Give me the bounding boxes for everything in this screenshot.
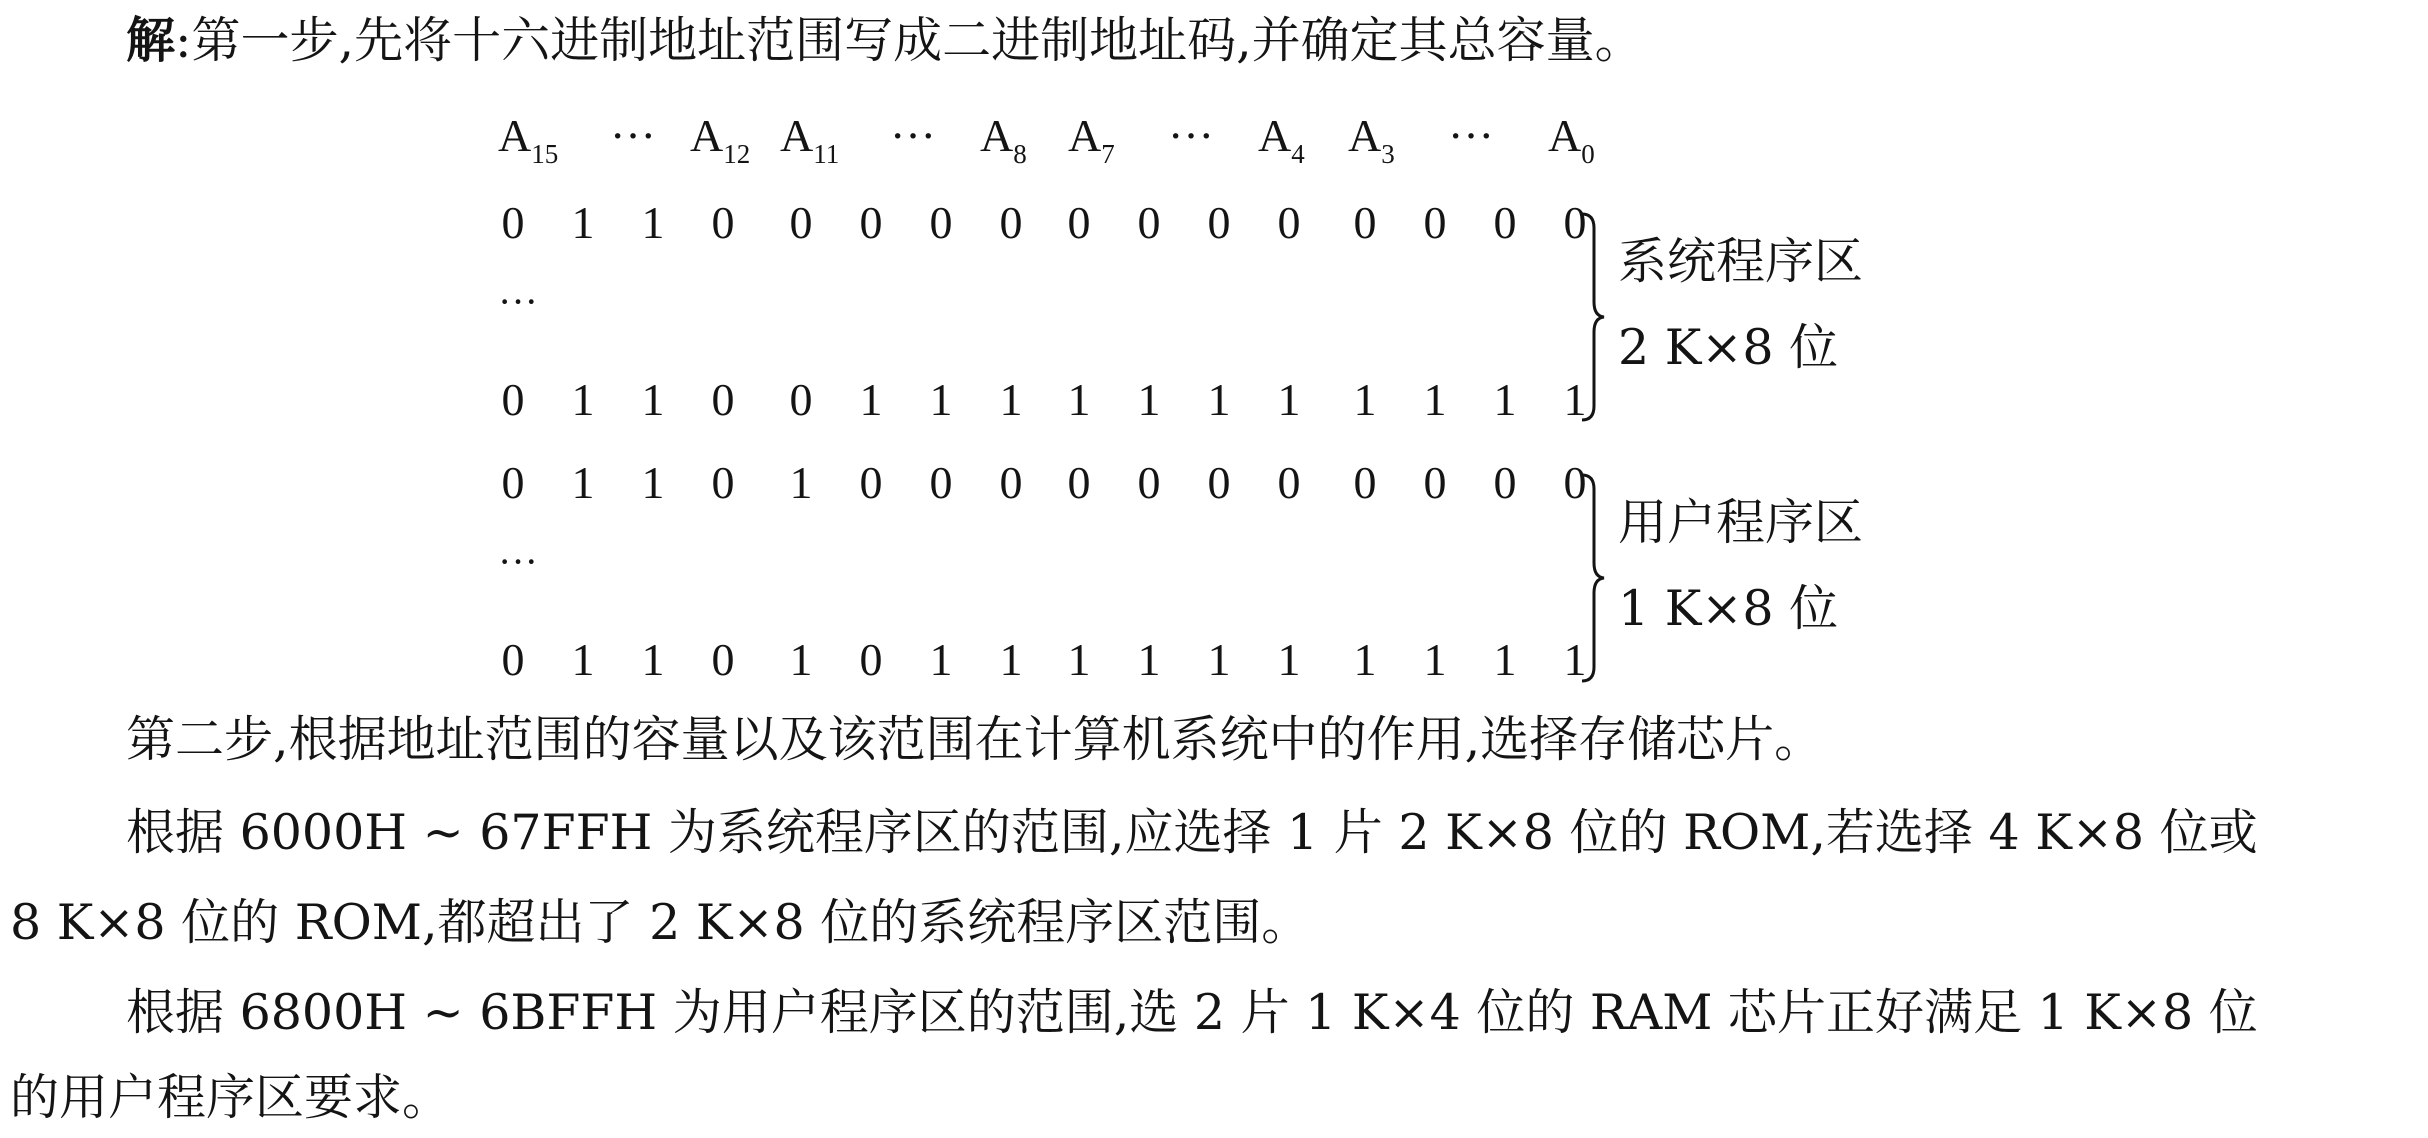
header-a12: $A_{12}$ [690, 110, 751, 169]
header-ellipsis: ··· [890, 110, 936, 161]
address-bit: 1 [641, 197, 665, 248]
address-bit: 0 [999, 457, 1023, 508]
paragraph-ram-line1: 根据 6800H ~ 6BFFH 为用户程序区的范围,选 2 片 1 K×4 位的 RAM 芯片正好满足 1 K×8 位 [126, 984, 2258, 1041]
address-bit: 0 [501, 457, 525, 508]
row-ellipsis: ··· [498, 539, 538, 584]
address-bit: 0 [1067, 197, 1091, 248]
intro-line [126, 10, 1644, 71]
paragraph-ram-line2: 的用户程序区要求。 [10, 1069, 452, 1126]
system-region-brace [1578, 212, 1608, 422]
address-bit: 0 [1493, 197, 1517, 248]
address-bit: 0 [1423, 457, 1447, 508]
header-ellipsis: ··· [1448, 110, 1494, 161]
address-bit: 1 [1277, 634, 1301, 685]
address-bit: 1 [929, 634, 953, 685]
address-bit: 1 [641, 457, 665, 508]
system-region-capacity: 2 K×8 位 [1618, 319, 1839, 376]
address-bit: 1 [641, 374, 665, 425]
address-bit: 0 [859, 634, 883, 685]
address-row-user-end [498, 632, 1593, 688]
address-bit: 1 [1067, 374, 1091, 425]
row-ellipsis: ··· [498, 279, 538, 324]
system-region-name: 系统程序区 [1618, 233, 1864, 290]
header-a11: $A_{11}$ [780, 110, 840, 169]
user-region-capacity: 1 K×8 位 [1618, 580, 1839, 637]
address-bit: 1 [1137, 634, 1161, 685]
user-region-name: 用户程序区 [1618, 494, 1864, 551]
address-bit: 1 [1493, 374, 1517, 425]
address-bit: 1 [1353, 634, 1377, 685]
address-bit: 0 [929, 457, 953, 508]
address-bit: 1 [1207, 374, 1231, 425]
header-ellipsis: ··· [610, 110, 656, 161]
address-bit: 0 [1137, 457, 1161, 508]
address-bit: 1 [1067, 634, 1091, 685]
paragraph-rom-line2: 8 K×8 位的 ROM,都超出了 2 K×8 位的系统程序区范围。 [10, 894, 1311, 951]
address-bit: 0 [1137, 197, 1161, 248]
address-bit: 1 [571, 457, 595, 508]
address-bit: 0 [711, 374, 735, 425]
address-bit: 0 [501, 374, 525, 425]
address-bit: 0 [1207, 197, 1231, 248]
address-bit: 0 [1423, 197, 1447, 248]
address-bit: 0 [789, 197, 813, 248]
address-bit: 1 [1563, 374, 1587, 425]
address-bit: 0 [1563, 457, 1587, 508]
header-a7: $A_7$ [1068, 110, 1115, 169]
header-a15: $A_{15}$ [498, 110, 559, 169]
address-bit: 1 [641, 634, 665, 685]
intro-text: :第一步,先将十六进制地址范围写成二进制地址码,并确定其总容量。 [175, 12, 1644, 69]
address-bit: 0 [1353, 197, 1377, 248]
address-bit: 1 [999, 634, 1023, 685]
user-region-brace [1578, 473, 1608, 683]
address-bit: 1 [1423, 634, 1447, 685]
address-bit: 1 [789, 634, 813, 685]
address-bit: 0 [1493, 457, 1517, 508]
address-bit: 0 [999, 197, 1023, 248]
address-bit: 1 [789, 457, 813, 508]
solution-label: 解 [126, 11, 176, 69]
header-a3: $A_3$ [1348, 110, 1395, 169]
address-bit: 0 [1277, 197, 1301, 248]
address-bit: 1 [1277, 374, 1301, 425]
address-bit: 1 [1137, 374, 1161, 425]
header-a4: $A_4$ [1258, 110, 1305, 169]
address-bit: 0 [711, 634, 735, 685]
address-bit: 0 [1067, 457, 1091, 508]
address-bit: 1 [1353, 374, 1377, 425]
address-bit: 0 [1563, 197, 1587, 248]
address-bit: 1 [929, 374, 953, 425]
address-bit: 1 [571, 374, 595, 425]
header-a0: $A_0$ [1548, 110, 1595, 169]
address-row-system-end [498, 372, 1593, 428]
address-bit: 1 [859, 374, 883, 425]
address-bit: 0 [1277, 457, 1301, 508]
address-bit: 1 [1207, 634, 1231, 685]
address-bit: 0 [711, 457, 735, 508]
header-a8: $A_8$ [980, 110, 1027, 169]
address-bit: 1 [1493, 634, 1517, 685]
paragraph-rom-line1: 根据 6000H ~ 67FFH 为系统程序区的范围,应选择 1 片 2 K×8 位的 ROM,若选择 4 K×8 位或 [126, 804, 2258, 861]
address-bit: 0 [859, 197, 883, 248]
address-bit: 0 [1353, 457, 1377, 508]
address-bit: 1 [571, 197, 595, 248]
address-bit: 0 [789, 374, 813, 425]
address-bit: 0 [711, 197, 735, 248]
address-bit: 0 [859, 457, 883, 508]
address-bit: 1 [1423, 374, 1447, 425]
address-row-system-start [498, 195, 1593, 251]
header-ellipsis: ··· [1168, 110, 1214, 161]
address-bit: 0 [929, 197, 953, 248]
address-row-user-start [498, 455, 1593, 511]
address-bit: 1 [571, 634, 595, 685]
address-bit: 0 [501, 634, 525, 685]
address-bit: 1 [1563, 634, 1587, 685]
address-bit: 1 [999, 374, 1023, 425]
paragraph-step-two: 第二步,根据地址范围的容量以及该范围在计算机系统中的作用,选择存储芯片。 [126, 711, 1824, 768]
address-bit: 0 [1207, 457, 1231, 508]
address-bit: 0 [501, 197, 525, 248]
